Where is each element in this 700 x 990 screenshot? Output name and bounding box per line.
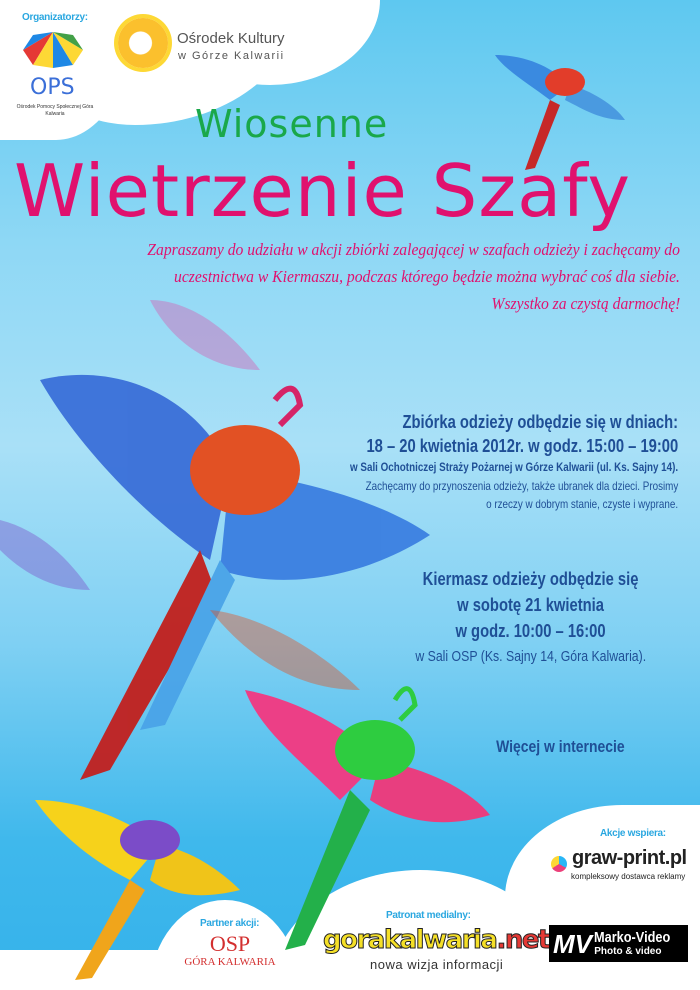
gorakalwaria-logo: [323, 926, 549, 955]
mv-mark: MV: [553, 928, 592, 959]
gk-tld: .net: [496, 925, 549, 955]
osp-sub: GÓRA KALWARIA: [184, 956, 276, 968]
ops-name: Ośrodek Pomocy Społecznej Góra Kalwaria: [16, 104, 94, 117]
media-label: Patronat medialny:: [386, 910, 471, 921]
partner-label: Partner akcji:: [200, 918, 260, 929]
intro-line: Wszystko za czystą darmochę!: [491, 294, 680, 313]
fair-line: w sobotę 21 kwietnia: [457, 595, 605, 615]
mv-name: Marko-Video: [594, 928, 671, 946]
ops-logo: [30, 75, 75, 101]
fair-line: w Sali OSP (Ks. Sajny 14, Góra Kalwaria).: [415, 648, 647, 665]
intro-line: Zapraszamy do udziału w akcji zbiórki zalegającej w szafach odzieży i zachęcamy do: [147, 240, 680, 259]
umbrella-icon: [18, 30, 88, 80]
more-info-text: Więcej w internecie: [495, 737, 625, 756]
mv-sub: Photo & video: [594, 945, 662, 957]
more-info-link[interactable]: [470, 736, 650, 758]
graw-print-icon: [551, 856, 567, 872]
fair-info: [381, 566, 681, 670]
gk-main: gorakalwaria: [323, 925, 497, 955]
osp-logo: [180, 932, 280, 969]
collection-note: o rzeczy w dobrym stanie, czyste i wyprane.: [486, 497, 678, 511]
ops-logo-text: OPS: [30, 75, 75, 100]
title-line1: Wiosenne: [195, 102, 389, 146]
organizers-label: Organizatorzy:: [22, 12, 88, 23]
intro-line: uczestnictwa w Kiermaszu, podczas którego będzie można wybrać coś dla siebie.: [174, 267, 680, 286]
support-label: Akcje wspiera:: [600, 828, 666, 839]
intro-text: [10, 236, 680, 317]
title-line2: Wietrzenie Szafy: [14, 149, 631, 233]
graw-print-sub: kompleksowy dostawca reklamy: [571, 872, 686, 881]
collection-heading: Zbiórka odzieży odbędzie się w dniach:: [402, 412, 678, 432]
collection-info: [278, 410, 678, 513]
marko-video-logo: [549, 925, 688, 962]
okgk-sub: w Górze Kalwarii: [178, 50, 285, 62]
collection-note: Zachęcamy do przynoszenia odzieży, także ubranek dla dzieci. Prosimy: [365, 479, 678, 493]
osp-text: OSP: [209, 931, 251, 956]
collection-dates: 18 – 20 kwietnia 2012r. w godz. 15:00 – 19:00: [366, 436, 678, 456]
gk-sub: nowa wizja informacji: [370, 957, 504, 972]
collection-place: w Sali Ochotniczej Straży Pożarnej w Górze Kalwarii (ul. Ks. Sajny 14).: [349, 460, 678, 474]
fair-line: w godz. 10:00 – 16:00: [455, 621, 607, 641]
okgk-name: Ośrodek Kultury: [177, 30, 285, 47]
graw-print-logo: graw-print.pl: [572, 847, 687, 869]
fair-line: Kiermasz odzieży odbędzie się: [423, 569, 639, 589]
sun-logo-icon: [118, 18, 168, 68]
